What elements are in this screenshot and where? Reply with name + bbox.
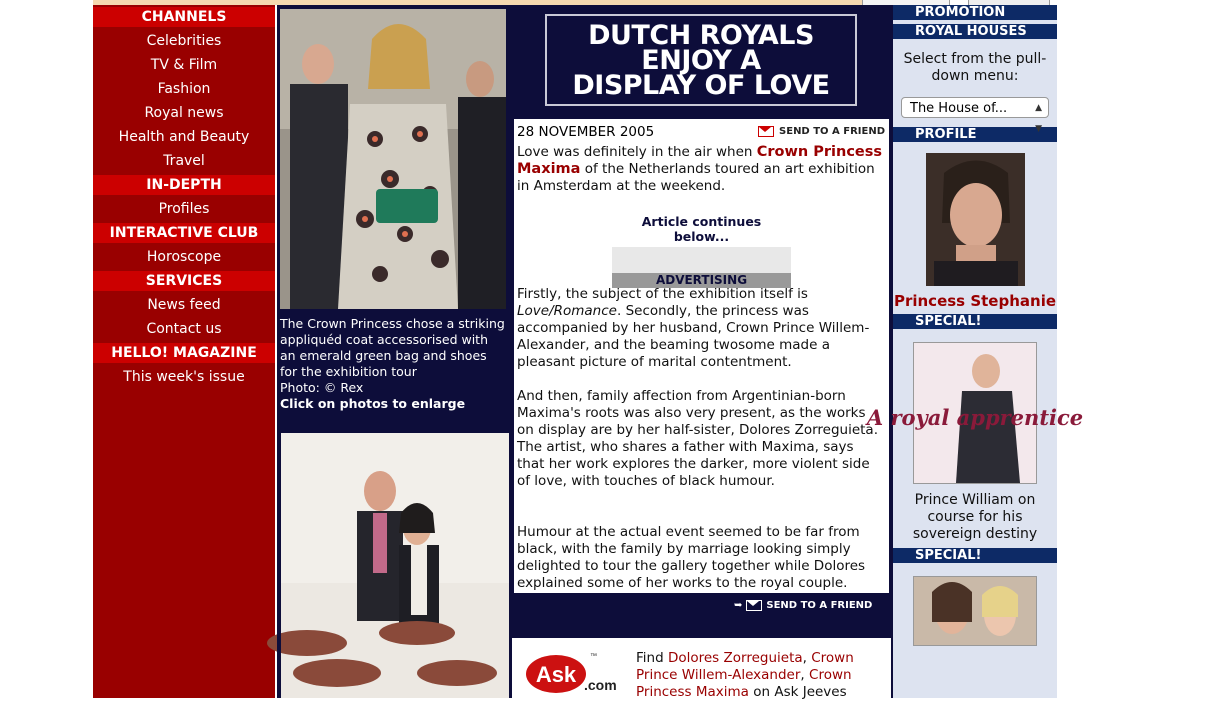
- nav-item-profiles[interactable]: Profiles: [158, 201, 210, 217]
- royal-house-select-value: The House of...: [910, 101, 1008, 116]
- send-to-friend-footer-button[interactable]: [734, 600, 872, 611]
- ask-tail: on Ask Jeeves: [748, 684, 847, 700]
- nav-heading-in-depth: IN-DEPTH: [93, 175, 275, 195]
- ask-jeeves-box: [512, 638, 891, 698]
- nav-item-travel[interactable]: Travel: [163, 153, 205, 169]
- ask-link-dolores[interactable]: Dolores Zorreguieta: [667, 650, 803, 666]
- paragraph-1: [517, 144, 885, 195]
- ad-continue-label: Article continues below...: [641, 214, 762, 244]
- p2-text-end: . Secondly, the princess was accompanied by her husband, Crown Prince Willem-Alexander, and the beaming twosome made a pleasant picture of marital contentment.: [517, 303, 870, 370]
- photo-credit: Photo: © Rex: [280, 380, 364, 395]
- updown-arrow-icon: ▲ ▼: [1035, 103, 1042, 134]
- nav-item-royal-news[interactable]: Royal news: [144, 105, 224, 121]
- nav-item-celebrities[interactable]: Celebrities: [146, 33, 222, 49]
- ask-logo-tm: ™: [590, 653, 597, 660]
- article-date: 28 NOVEMBER 2005: [517, 124, 655, 140]
- article-column: [509, 5, 893, 698]
- ask-jeeves-text: [636, 650, 886, 701]
- profile-heading: PROFILE: [893, 127, 1057, 142]
- special-heading-2: SPECIAL!: [893, 548, 1057, 563]
- photo-column: [277, 5, 509, 698]
- right-sidebar: [866, 5, 1084, 698]
- special-image-2[interactable]: [913, 576, 1037, 646]
- special-heading: SPECIAL!: [893, 314, 1057, 329]
- headline-line-2: ENJOY A: [641, 44, 761, 76]
- paragraph-4: Humour at the actual event seemed to be far from black, with the family by marriage looking simply delighted to tour the gallery together while Dolores explained some of her works to the royal couple.: [517, 524, 866, 591]
- ask-find: Find: [636, 650, 668, 666]
- nav-heading-interactive-club: INTERACTIVE CLUB: [93, 223, 275, 243]
- nav-item-horoscope[interactable]: Horoscope: [146, 249, 222, 265]
- p2-text: Firstly, the subject of the exhibition itself is: [517, 286, 808, 302]
- princess-stephanie-photo[interactable]: [926, 153, 1025, 286]
- ask-logo-icon[interactable]: [524, 648, 619, 694]
- ask-logo-text: Ask: [535, 662, 577, 687]
- nav-item-contact-us[interactable]: Contact us: [146, 321, 222, 337]
- ask-link-maxima[interactable]: Crown Princess Maxima: [636, 667, 852, 700]
- headline-line-3: DISPLAY OF LOVE: [572, 69, 830, 101]
- nav-heading-services: SERVICES: [93, 271, 275, 291]
- paragraph-3: And then, family affection from Argentinian-born Maxima's roots was also very present, as the works on display are by her half-sister, Dolores Zorreguieta. The artist, who shares a father with Maxima, says that her work explores the darker, more violent side of love, with touches of black humour.: [517, 388, 878, 489]
- ask-sep: ,: [800, 667, 810, 683]
- article-headline: [545, 14, 857, 106]
- envelope-icon: [758, 126, 774, 137]
- nav-item-this-weeks-issue[interactable]: This week's issue: [123, 369, 245, 385]
- crown-princess-photo[interactable]: [280, 9, 506, 309]
- p2-emphasis: Love/Romance: [517, 303, 617, 319]
- envelope-icon: [746, 600, 762, 611]
- send-to-friend-footer-label: SEND TO A FRIEND: [766, 600, 873, 611]
- nav-item-health-beauty[interactable]: Health and Beauty: [118, 129, 250, 145]
- royal-apprentice-image[interactable]: [866, 342, 1084, 484]
- left-navigation: [93, 5, 275, 698]
- profile-name-link[interactable]: Princess Stephanie: [893, 292, 1057, 310]
- nav-item-news-feed[interactable]: News feed: [147, 297, 221, 313]
- nav-heading-hello-magazine: HELLO! MAGAZINE: [93, 343, 275, 363]
- arrow-right-icon: ➥: [734, 600, 743, 611]
- paragraph-2: [517, 286, 885, 371]
- promotion-heading: PROMOTION: [893, 5, 1057, 20]
- ask-sep: ,: [802, 650, 812, 666]
- ask-logo-suffix: .com: [584, 677, 617, 693]
- special-image-text: A royal apprentice: [866, 405, 1084, 430]
- royal-couple-photo[interactable]: [277, 433, 509, 698]
- p1-text-end: of the Netherlands toured an art exhibition in Amsterdam at the weekend.: [517, 161, 875, 194]
- royal-house-select[interactable]: [901, 97, 1049, 134]
- royal-houses-heading: ROYAL HOUSES: [893, 24, 1057, 39]
- article-body: [514, 119, 889, 593]
- send-to-friend-button[interactable]: [758, 126, 885, 137]
- select-label: Select from the pull-down menu:: [903, 51, 1047, 84]
- headline-line-1: DUTCH ROYALS: [588, 19, 814, 51]
- ad-slot[interactable]: [612, 247, 791, 273]
- advert-box: [612, 214, 791, 287]
- nav-heading-channels: CHANNELS: [93, 7, 275, 27]
- p1-text: Love was definitely in the air when: [517, 144, 757, 160]
- photo-caption: [280, 316, 506, 412]
- enlarge-link[interactable]: Click on photos to enlarge: [280, 396, 466, 411]
- crown-princess-maxima-link[interactable]: Crown Princess Maxima: [517, 144, 883, 177]
- send-to-friend-label: SEND TO A FRIEND: [779, 126, 885, 137]
- special-caption[interactable]: Prince William on course for his sovereign destiny: [912, 492, 1038, 542]
- nav-item-fashion[interactable]: Fashion: [157, 81, 211, 97]
- caption-text: The Crown Princess chose a striking appliquéd coat accessorised with an emerald green bag and shoes for the exhibition tour: [280, 316, 505, 379]
- nav-item-tv-film[interactable]: TV & Film: [150, 57, 218, 73]
- ask-link-willem-alexander[interactable]: Crown Prince Willem-Alexander: [636, 650, 854, 683]
- ad-bar-label: ADVERTISING: [612, 273, 791, 288]
